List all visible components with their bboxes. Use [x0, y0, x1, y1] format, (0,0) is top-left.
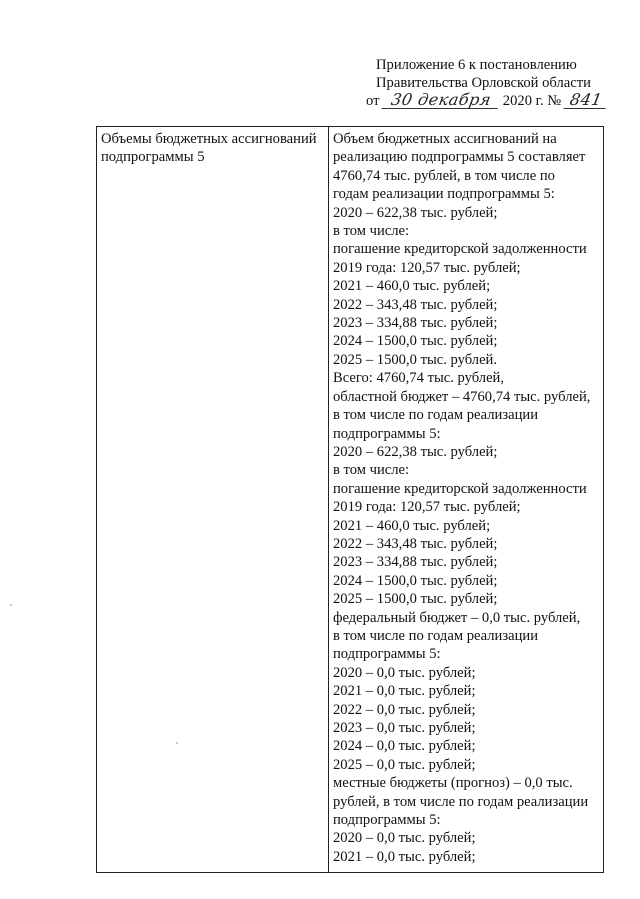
right-cell-line: в том числе по годам реализации: [333, 407, 539, 424]
right-cell-line: федеральный бюджет – 0,0 тыс. рублей,: [333, 609, 581, 626]
right-cell-line: 2024 – 1500,0 тыс. рублей;: [333, 572, 498, 589]
right-cell-line: реализацию подпрограммы 5 составляет: [333, 149, 586, 166]
date-prefix: от: [366, 93, 380, 109]
right-cell-line: в том числе:: [333, 223, 410, 240]
right-cell-line: 2022 – 0,0 тыс. рублей;: [333, 701, 476, 718]
right-cell-line: рублей, в том числе по годам реализации: [333, 793, 589, 810]
right-cell-line: областной бюджет – 4760,74 тыс. рублей,: [333, 388, 591, 405]
handwritten-date: 30 декабря: [382, 92, 501, 109]
right-cell-line: 2023 – 0,0 тыс. рублей;: [333, 720, 476, 736]
appendix-line-3: [356, 92, 606, 110]
right-cell-line: 2021 – 0,0 тыс. рублей;: [333, 683, 476, 700]
right-cell-line: 2022 – 343,48 тыс. рублей;: [333, 296, 498, 313]
right-cell-line: погашение кредиторской задолженности: [333, 241, 587, 258]
right-cell-line: 2020 – 622,38 тыс. рублей;: [333, 204, 498, 221]
right-cell-line: 2019 года: 120,57 тыс. рублей;: [333, 499, 521, 516]
appendix-line-2: Правительства Орловской области: [376, 75, 591, 91]
right-cell-line: 2021 – 460,0 тыс. рублей;: [333, 517, 491, 534]
right-cell-line: годам реализации подпрограммы 5:: [333, 186, 555, 203]
right-cell-line: 2021 – 460,0 тыс. рублей;: [333, 278, 491, 295]
right-cell-line: погашение кредиторской задолженности: [333, 480, 587, 497]
right-cell-line: 4760,74 тыс. рублей, в том числе по: [333, 167, 555, 184]
right-cell-line: 2020 – 0,0 тыс. рублей;: [333, 830, 476, 847]
budget-table: [96, 126, 604, 873]
right-cell-line: в том числе по годам реализации: [333, 627, 539, 644]
handwritten-number: 841: [563, 92, 608, 109]
scan-speck: [10, 604, 12, 606]
right-cell-line: Объем бюджетных ассигнований на: [333, 131, 557, 147]
right-cell-line: 2025 – 1500,0 тыс. рублей;: [333, 591, 498, 608]
right-cell-line: 2023 – 334,88 тыс. рублей;: [333, 554, 498, 571]
right-cell-line: в том числе:: [333, 462, 410, 479]
right-cell-line: подпрограммы 5:: [333, 425, 441, 442]
right-cell-line: подпрограммы 5:: [333, 812, 441, 829]
right-cell-line: 2025 – 1500,0 тыс. рублей.: [333, 351, 498, 368]
right-cell-line: 2025 – 0,0 тыс. рублей;: [333, 756, 476, 773]
right-cell-line: местные бюджеты (прогноз) – 0,0 тыс.: [333, 775, 573, 792]
right-cell-line: 2019 года: 120,57 тыс. рублей;: [333, 259, 521, 276]
appendix-line-1: Приложение 6 к постановлению: [376, 57, 577, 73]
right-cell-line: 2022 – 343,48 тыс. рублей;: [333, 535, 498, 552]
right-cell-line: Всего: 4760,74 тыс. рублей,: [333, 370, 505, 387]
right-cell-content: [329, 127, 604, 873]
right-cell-line: 2024 – 1500,0 тыс. рублей;: [333, 333, 498, 350]
year-and-number-label: 2020 г. №: [502, 93, 562, 109]
right-cell-line: 2020 – 0,0 тыс. рублей;: [333, 664, 476, 681]
right-cell-line: 2020 – 622,38 тыс. рублей;: [333, 443, 498, 460]
table-row: [97, 127, 604, 873]
right-cell-line: подпрограммы 5:: [333, 646, 441, 663]
right-cell-line: 2021 – 0,0 тыс. рублей;: [333, 848, 476, 865]
right-cell-line: 2023 – 334,88 тыс. рублей;: [333, 315, 498, 332]
right-cell-line: 2024 – 0,0 тыс. рублей;: [333, 738, 476, 755]
left-cell-label: [97, 127, 329, 873]
left-cell-line: Объемы бюджетных ассигнований: [101, 131, 317, 147]
appendix-header: [356, 56, 606, 110]
scan-speck: [176, 742, 178, 744]
left-cell-line: подпрограммы 5: [101, 149, 205, 166]
